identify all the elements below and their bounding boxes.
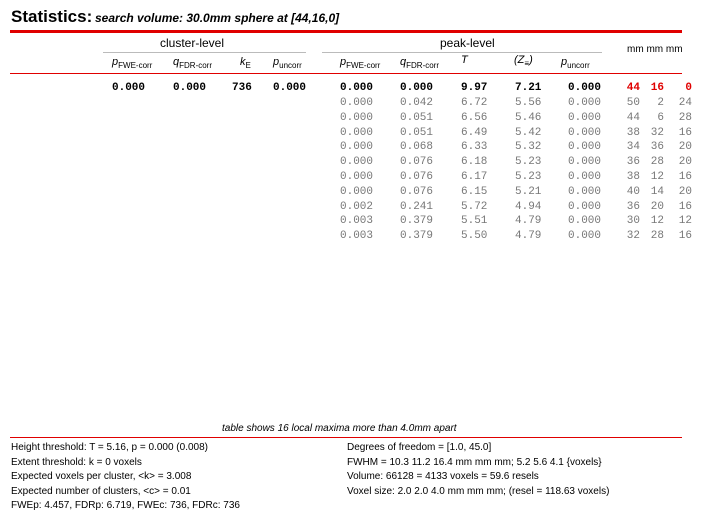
peak-t-cell: 5.51	[461, 215, 488, 228]
peak-pfwe-cell: 0.003	[340, 215, 374, 228]
peak-pfwe-cell: 0.000	[340, 156, 374, 169]
footer-right-line: FWHM = 10.3 11.2 16.4 mm mm mm; 5.2 5.6 4.1 {voxels}	[347, 456, 602, 468]
coord-y-cell: 36	[650, 141, 664, 154]
coord-x-cell: 30	[626, 215, 640, 228]
peak-z-cell: 5.23	[515, 171, 542, 183]
peak-t-cell: 6.17	[461, 171, 488, 183]
footer-divider	[10, 437, 682, 438]
cluster-pfwe-value: 0.000	[112, 82, 146, 94]
peak-pfwe-cell: 0.000	[340, 97, 374, 109]
peak-qfdr-cell: 0.076	[400, 156, 434, 169]
coord-z-cell: 16	[678, 230, 692, 243]
peak-z-cell: 5.56	[515, 97, 542, 109]
peak-punc-cell: 0.000	[568, 156, 602, 169]
cluster-ke-value: 736	[232, 82, 252, 94]
coord-z-cell: 12	[678, 215, 692, 228]
peak-level-header: peak-level	[440, 36, 495, 50]
coord-x-cell: 36	[626, 200, 640, 213]
col-peak-z: $(Z_\equiv)$	[514, 54, 533, 68]
coord-x-cell: 38	[626, 171, 640, 183]
peak-t-cell: 6.33	[461, 141, 488, 154]
coord-x-cell: 40	[626, 185, 640, 198]
peak-t-cell: 6.56	[461, 111, 488, 124]
coord-x-cell: 36	[626, 156, 640, 169]
coord-x-cell: 34	[626, 141, 640, 154]
peak-pfwe-cell: 0.000	[340, 185, 374, 198]
coord-x-cell: 50	[626, 97, 640, 109]
peak-pfwe-cell: 0.003	[340, 230, 374, 243]
peak-qfdr-cell: 0.051	[400, 111, 434, 124]
coord-y-cell: 16	[650, 82, 664, 94]
title-divider	[10, 30, 682, 33]
search-volume-subtitle: search volume: 30.0mm sphere at [44,16,0]	[95, 11, 340, 25]
coord-y-cell: 28	[650, 230, 664, 243]
col-peak-pfwe: $p_{FWE-corr}$	[340, 56, 381, 70]
footer-right-line: Voxel size: 2.0 2.0 4.0 mm mm mm; (resel = 118.63 voxels)	[347, 485, 610, 497]
coord-y-cell: 20	[650, 200, 664, 213]
peak-qfdr-cell: 0.068	[400, 141, 434, 154]
peak-punc-cell: 0.000	[568, 141, 602, 154]
peak-punc-cell: 0.000	[568, 111, 602, 124]
col-peak-qfdr: $q_{FDR-corr}$	[400, 56, 440, 70]
coord-x-cell: 44	[626, 111, 640, 124]
cluster-level-underline	[103, 52, 306, 53]
coord-y-cell: 6	[657, 111, 664, 124]
coord-x-cell: 32	[626, 230, 640, 243]
coord-y-cell: 12	[650, 171, 664, 183]
peak-qfdr-cell: 0.379	[400, 230, 434, 243]
peak-pfwe-cell: 0.000	[340, 171, 374, 183]
col-cluster-punc: $p_{uncorr}$	[273, 56, 302, 70]
peak-z-cell: 4.94	[515, 200, 542, 213]
peak-z-cell: 5.21	[515, 185, 542, 198]
peak-pfwe-cell: 0.000	[340, 82, 374, 94]
peak-z-cell: 7.21	[515, 82, 542, 94]
peak-qfdr-cell: 0.379	[400, 215, 434, 228]
peak-pfwe-cell: 0.000	[340, 111, 374, 124]
footer-left-line: Height threshold: T = 5.16, p = 0.000 (0.008)	[11, 442, 208, 453]
coord-z-cell: 16	[678, 126, 692, 139]
cluster-punc-value: 0.000	[273, 82, 307, 94]
peak-qfdr-cell: 0.241	[400, 200, 434, 213]
peak-t-cell: 6.72	[461, 97, 488, 109]
coord-y-cell: 32	[650, 126, 664, 139]
peak-punc-cell: 0.000	[568, 230, 602, 243]
footer-left-line: Expected number of clusters, <c> = 0.01	[11, 485, 191, 497]
peak-qfdr-cell: 0.076	[400, 171, 434, 183]
peak-t-cell: 6.18	[461, 156, 488, 169]
col-cluster-ke: $k_E$	[240, 56, 251, 70]
footer-left-line: Extent threshold: k = 0 voxels	[11, 456, 142, 468]
footer-right-line: Degrees of freedom = [1.0, 45.0]	[347, 442, 492, 453]
peak-qfdr-cell: 0.000	[400, 82, 434, 94]
coord-z-cell: 20	[678, 141, 692, 154]
peak-qfdr-cell: 0.051	[400, 126, 434, 139]
footer-left-line: Expected voxels per cluster, <k> = 3.008	[11, 471, 192, 483]
col-peak-punc: $p_{uncorr}$	[561, 56, 590, 70]
footer-right-line: Volume: 66128 = 4133 voxels = 59.6 resels	[347, 471, 539, 483]
coord-x-cell: 44	[626, 82, 640, 94]
peak-punc-cell: 0.000	[568, 126, 602, 139]
peak-pfwe-cell: 0.000	[340, 126, 374, 139]
peak-qfdr-cell: 0.042	[400, 97, 434, 109]
peak-z-cell: 5.23	[515, 156, 542, 169]
coord-z-cell: 16	[678, 171, 692, 183]
peak-t-cell: 5.72	[461, 200, 488, 213]
peak-qfdr-cell: 0.076	[400, 185, 434, 198]
cluster-qfdr-value: 0.000	[173, 82, 207, 94]
col-peak-t: T	[461, 54, 468, 66]
coord-y-cell: 14	[650, 185, 664, 198]
peak-punc-cell: 0.000	[568, 97, 602, 109]
peak-level-underline	[322, 52, 602, 53]
maxima-note: table shows 16 local maxima more than 4.0mm apart	[222, 423, 457, 434]
peak-t-cell: 9.97	[461, 82, 488, 94]
peak-z-cell: 4.79	[515, 230, 542, 243]
peak-punc-cell: 0.000	[568, 82, 602, 94]
coord-y-cell: 28	[650, 156, 664, 169]
peak-pfwe-cell: 0.002	[340, 200, 374, 213]
cluster-level-header: cluster-level	[160, 36, 225, 50]
peak-t-cell: 6.15	[461, 185, 488, 198]
mm-units-header: mm mm mm	[627, 44, 683, 55]
coord-z-cell: 16	[678, 200, 692, 213]
peak-z-cell: 4.79	[515, 215, 542, 228]
coord-y-cell: 12	[650, 215, 664, 228]
col-cluster-qfdr: $q_{FDR-corr}$	[173, 56, 213, 70]
coord-y-cell: 2	[657, 97, 664, 109]
peak-z-cell: 5.32	[515, 141, 542, 154]
peak-punc-cell: 0.000	[568, 200, 602, 213]
col-cluster-pfwe: $p_{FWE-corr}$	[112, 56, 153, 70]
coord-z-cell: 24	[678, 97, 692, 109]
peak-punc-cell: 0.000	[568, 185, 602, 198]
coord-z-cell: 28	[678, 111, 692, 124]
peak-z-cell: 5.46	[515, 111, 542, 124]
peak-z-cell: 5.42	[515, 126, 542, 139]
page-title: Statistics:	[11, 7, 93, 26]
peak-t-cell: 5.50	[461, 230, 488, 243]
coord-x-cell: 38	[626, 126, 640, 139]
footer-left-line: FWEp: 4.457, FDRp: 6.719, FWEc: 736, FDRc: 736	[11, 500, 240, 512]
peak-punc-cell: 0.000	[568, 215, 602, 228]
coord-z-cell: 20	[678, 156, 692, 169]
coord-z-cell: 0	[685, 82, 692, 94]
coord-z-cell: 20	[678, 185, 692, 198]
peak-t-cell: 6.49	[461, 126, 488, 139]
peak-punc-cell: 0.000	[568, 171, 602, 183]
header-divider	[10, 73, 682, 74]
peak-pfwe-cell: 0.000	[340, 141, 374, 154]
